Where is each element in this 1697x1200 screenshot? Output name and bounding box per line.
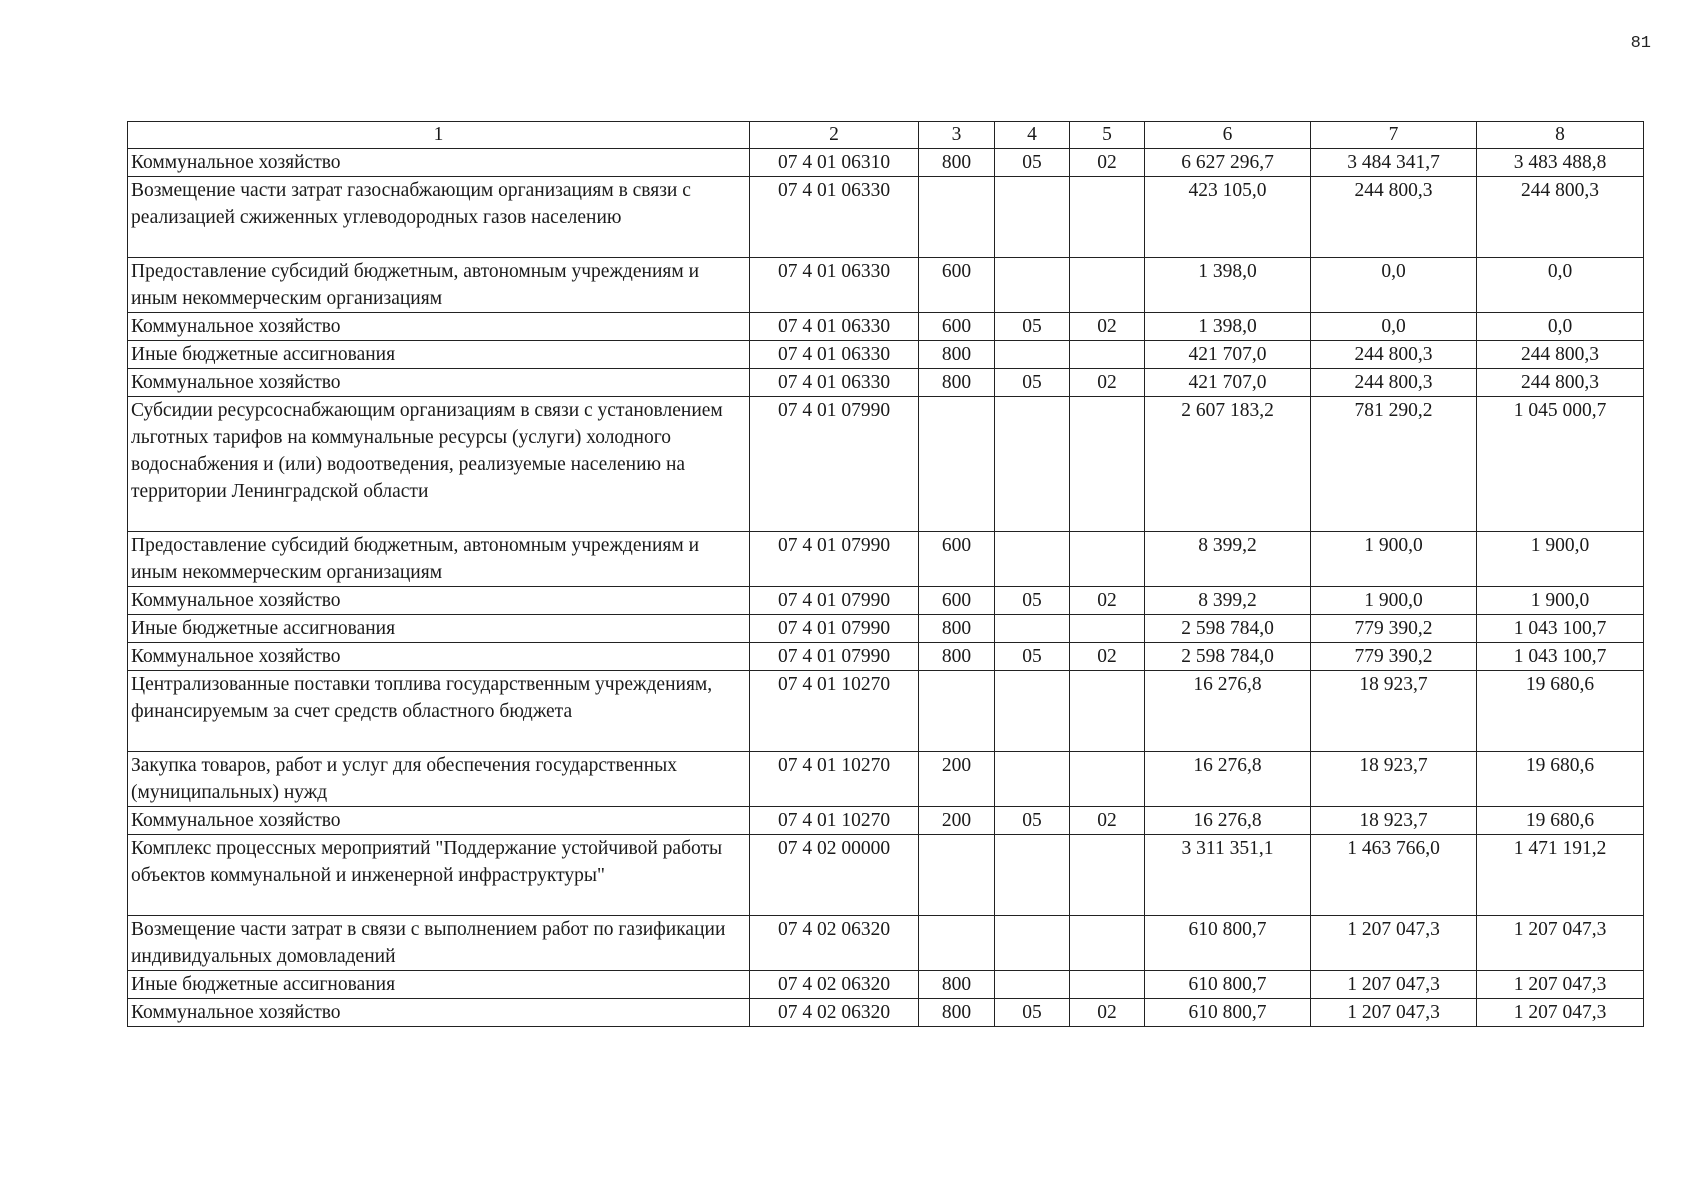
amount-col7-cell: 0,0 [1311,313,1477,341]
amount-col8-cell: 1 045 000,7 [1477,397,1644,532]
table-row [128,149,1644,177]
target-code-cell: 07 4 02 00000 [750,835,919,916]
target-code-cell: 07 4 02 06320 [750,971,919,999]
amount-col6-cell: 423 105,0 [1145,177,1311,258]
target-code-cell: 07 4 01 06330 [750,341,919,369]
expense-type-cell [919,397,995,532]
table-row [128,971,1644,999]
amount-col6-cell: 421 707,0 [1145,369,1311,397]
amount-col7-cell: 779 390,2 [1311,643,1477,671]
subsection-cell [1070,835,1145,916]
section-cell: 05 [995,149,1070,177]
section-cell: 05 [995,999,1070,1027]
amount-col6-cell: 610 800,7 [1145,971,1311,999]
subsection-cell: 02 [1070,313,1145,341]
amount-col6-cell: 16 276,8 [1145,671,1311,752]
amount-col8-cell: 1 900,0 [1477,587,1644,615]
table-row [128,752,1644,807]
row-name-cell: Иные бюджетные ассигнования [128,341,750,369]
expense-type-cell: 800 [919,149,995,177]
expense-type-cell: 800 [919,971,995,999]
amount-col8-cell: 1 043 100,7 [1477,643,1644,671]
row-name-cell: Коммунальное хозяйство [128,999,750,1027]
amount-col8-cell: 1 471 191,2 [1477,835,1644,916]
amount-col8-cell: 19 680,6 [1477,752,1644,807]
section-cell: 05 [995,587,1070,615]
amount-col8-cell: 1 207 047,3 [1477,999,1644,1027]
row-name-cell: Коммунальное хозяйство [128,807,750,835]
section-cell: 05 [995,313,1070,341]
subsection-cell: 02 [1070,999,1145,1027]
row-name-cell: Комплекс процессных мероприятий "Поддержание устойчивой работы объектов коммунальной и инженерной инфраструктуры" [128,835,750,916]
subsection-cell [1070,532,1145,587]
amount-col7-cell: 1 207 047,3 [1311,999,1477,1027]
expense-type-cell: 200 [919,807,995,835]
subsection-cell [1070,258,1145,313]
table-row [128,916,1644,971]
amount-col7-cell: 1 463 766,0 [1311,835,1477,916]
expense-type-cell [919,916,995,971]
column-header: 7 [1311,122,1477,149]
amount-col6-cell: 1 398,0 [1145,258,1311,313]
amount-col6-cell: 16 276,8 [1145,752,1311,807]
expense-type-cell: 800 [919,615,995,643]
section-cell [995,341,1070,369]
section-cell [995,532,1070,587]
column-header: 5 [1070,122,1145,149]
table-row [128,587,1644,615]
expense-type-cell [919,671,995,752]
section-cell [995,615,1070,643]
expense-type-cell: 600 [919,532,995,587]
target-code-cell: 07 4 01 07990 [750,397,919,532]
target-code-cell: 07 4 01 07990 [750,615,919,643]
section-cell [995,671,1070,752]
table-row [128,807,1644,835]
row-name-cell: Иные бюджетные ассигнования [128,615,750,643]
table-row [128,313,1644,341]
table-row [128,615,1644,643]
row-name-cell: Иные бюджетные ассигнования [128,971,750,999]
amount-col7-cell: 779 390,2 [1311,615,1477,643]
amount-col7-cell: 18 923,7 [1311,752,1477,807]
expense-type-cell [919,177,995,258]
target-code-cell: 07 4 01 06330 [750,313,919,341]
section-cell [995,177,1070,258]
row-name-cell: Коммунальное хозяйство [128,587,750,615]
target-code-cell: 07 4 02 06320 [750,999,919,1027]
amount-col8-cell: 3 483 488,8 [1477,149,1644,177]
row-name-cell: Возмещение части затрат в связи с выполнением работ по газификации индивидуальных домовладений [128,916,750,971]
column-header: 1 [128,122,750,149]
amount-col6-cell: 16 276,8 [1145,807,1311,835]
target-code-cell: 07 4 01 10270 [750,807,919,835]
expense-type-cell: 800 [919,369,995,397]
table-row [128,258,1644,313]
subsection-cell [1070,615,1145,643]
amount-col7-cell: 1 900,0 [1311,532,1477,587]
table-row [128,643,1644,671]
expense-type-cell: 600 [919,587,995,615]
section-cell [995,397,1070,532]
amount-col8-cell: 19 680,6 [1477,671,1644,752]
amount-col8-cell: 19 680,6 [1477,807,1644,835]
expense-type-cell: 600 [919,313,995,341]
target-code-cell: 07 4 01 06330 [750,258,919,313]
row-name-cell: Коммунальное хозяйство [128,313,750,341]
subsection-cell: 02 [1070,149,1145,177]
subsection-cell [1070,177,1145,258]
amount-col6-cell: 421 707,0 [1145,341,1311,369]
amount-col8-cell: 1 043 100,7 [1477,615,1644,643]
row-name-cell: Коммунальное хозяйство [128,369,750,397]
subsection-cell [1070,671,1145,752]
amount-col8-cell: 244 800,3 [1477,177,1644,258]
section-cell: 05 [995,369,1070,397]
page-number: 81 [1630,34,1651,53]
amount-col8-cell: 1 900,0 [1477,532,1644,587]
table-row [128,532,1644,587]
subsection-cell [1070,752,1145,807]
amount-col6-cell: 610 800,7 [1145,916,1311,971]
subsection-cell [1070,397,1145,532]
section-cell [995,916,1070,971]
row-name-cell: Предоставление субсидий бюджетным, автономным учреждениям и иным некоммерческим организациям [128,532,750,587]
expense-type-cell: 600 [919,258,995,313]
row-name-cell: Возмещение части затрат газоснабжающим организациям в связи с реализацией сжиженных углеводородных газов населению [128,177,750,258]
table-row [128,397,1644,532]
row-name-cell: Субсидии ресурсоснабжающим организациям в связи с установлением льготных тарифов на коммунальные ресурсы (услуги) холодного водоснабжения и (или) водоотведения, реализуемые населению на территории Ленинградской области [128,397,750,532]
target-code-cell: 07 4 01 06330 [750,369,919,397]
table-row [128,369,1644,397]
amount-col7-cell: 244 800,3 [1311,341,1477,369]
target-code-cell: 07 4 02 06320 [750,916,919,971]
column-header: 8 [1477,122,1644,149]
subsection-cell [1070,971,1145,999]
target-code-cell: 07 4 01 10270 [750,752,919,807]
amount-col7-cell: 244 800,3 [1311,177,1477,258]
table-row [128,177,1644,258]
subsection-cell [1070,341,1145,369]
amount-col7-cell: 3 484 341,7 [1311,149,1477,177]
amount-col7-cell: 244 800,3 [1311,369,1477,397]
subsection-cell: 02 [1070,807,1145,835]
amount-col8-cell: 244 800,3 [1477,369,1644,397]
amount-col7-cell: 1 207 047,3 [1311,971,1477,999]
amount-col6-cell: 8 399,2 [1145,532,1311,587]
amount-col6-cell: 3 311 351,1 [1145,835,1311,916]
amount-col6-cell: 6 627 296,7 [1145,149,1311,177]
row-name-cell: Закупка товаров, работ и услуг для обеспечения государственных (муниципальных) нужд [128,752,750,807]
table-row [128,671,1644,752]
amount-col6-cell: 2 607 183,2 [1145,397,1311,532]
amount-col6-cell: 8 399,2 [1145,587,1311,615]
amount-col8-cell: 0,0 [1477,313,1644,341]
budget-table-container [127,121,1643,1027]
row-name-cell: Коммунальное хозяйство [128,149,750,177]
section-cell [995,835,1070,916]
amount-col7-cell: 18 923,7 [1311,807,1477,835]
amount-col7-cell: 1 207 047,3 [1311,916,1477,971]
row-name-cell: Коммунальное хозяйство [128,643,750,671]
amount-col6-cell: 2 598 784,0 [1145,643,1311,671]
row-name-cell: Предоставление субсидий бюджетным, автономным учреждениям и иным некоммерческим организациям [128,258,750,313]
column-header: 6 [1145,122,1311,149]
table-row [128,341,1644,369]
amount-col7-cell: 0,0 [1311,258,1477,313]
subsection-cell: 02 [1070,643,1145,671]
column-number-row [128,122,1644,149]
target-code-cell: 07 4 01 07990 [750,587,919,615]
amount-col7-cell: 18 923,7 [1311,671,1477,752]
expense-type-cell [919,835,995,916]
row-name-cell: Централизованные поставки топлива государственным учреждениям, финансируемым за счет средств областного бюджета [128,671,750,752]
target-code-cell: 07 4 01 06310 [750,149,919,177]
expense-type-cell: 800 [919,999,995,1027]
section-cell [995,258,1070,313]
target-code-cell: 07 4 01 10270 [750,671,919,752]
amount-col8-cell: 1 207 047,3 [1477,916,1644,971]
subsection-cell: 02 [1070,369,1145,397]
amount-col6-cell: 610 800,7 [1145,999,1311,1027]
amount-col6-cell: 2 598 784,0 [1145,615,1311,643]
column-header: 2 [750,122,919,149]
section-cell [995,752,1070,807]
section-cell: 05 [995,643,1070,671]
amount-col7-cell: 781 290,2 [1311,397,1477,532]
column-header: 3 [919,122,995,149]
section-cell [995,971,1070,999]
amount-col6-cell: 1 398,0 [1145,313,1311,341]
table-row [128,835,1644,916]
expense-type-cell: 800 [919,643,995,671]
expense-type-cell: 200 [919,752,995,807]
column-header: 4 [995,122,1070,149]
target-code-cell: 07 4 01 06330 [750,177,919,258]
subsection-cell [1070,916,1145,971]
table-body [128,149,1644,1027]
table-row [128,999,1644,1027]
subsection-cell: 02 [1070,587,1145,615]
section-cell: 05 [995,807,1070,835]
expense-type-cell: 800 [919,341,995,369]
budget-table [127,121,1644,1027]
target-code-cell: 07 4 01 07990 [750,643,919,671]
amount-col8-cell: 244 800,3 [1477,341,1644,369]
amount-col7-cell: 1 900,0 [1311,587,1477,615]
amount-col8-cell: 0,0 [1477,258,1644,313]
amount-col8-cell: 1 207 047,3 [1477,971,1644,999]
target-code-cell: 07 4 01 07990 [750,532,919,587]
